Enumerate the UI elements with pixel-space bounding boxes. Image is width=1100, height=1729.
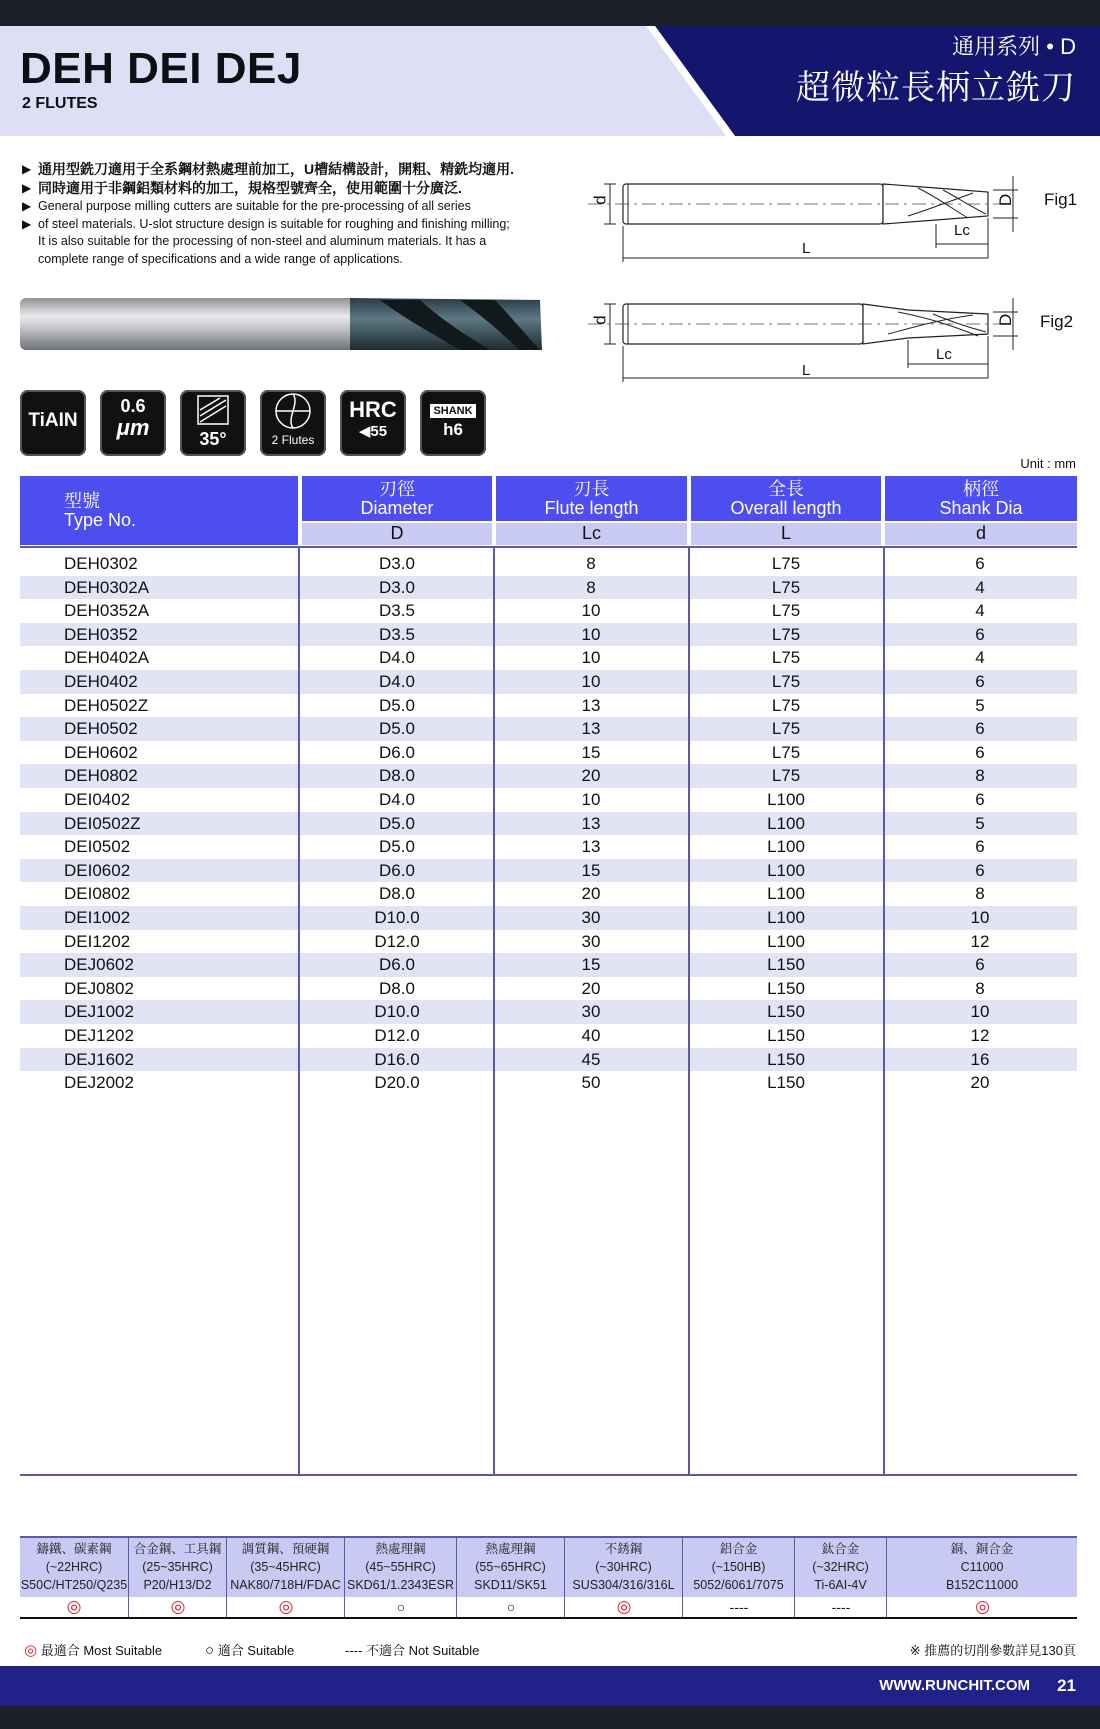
material-name: 熱處理鋼 bbox=[485, 1542, 536, 1556]
legend-suitable: ○ 適合 Suitable bbox=[205, 1642, 295, 1659]
material-header-cell bbox=[226, 1536, 344, 1597]
bottom-dark-bar bbox=[0, 1706, 1100, 1729]
table-row bbox=[20, 741, 1077, 765]
diameter-cell: D16.0 bbox=[374, 1049, 420, 1069]
shank-dia-cell: 6 bbox=[975, 790, 985, 809]
material-grades: P20/H13/D2 bbox=[143, 1578, 212, 1592]
table-row bbox=[20, 694, 1077, 718]
diameter-cell: D4.0 bbox=[379, 790, 415, 809]
shank-dia-cell: 10 bbox=[970, 1002, 990, 1022]
header-sym-Lc: Lc bbox=[496, 523, 687, 545]
fig1-Lc-label: Lc bbox=[954, 222, 970, 239]
material-grades: S50C/HT250/Q235 bbox=[20, 1578, 128, 1592]
overall-length-cell: L75 bbox=[771, 719, 801, 739]
fig1-D-label: D bbox=[996, 193, 1016, 207]
flute-length-cell: 15 bbox=[581, 860, 601, 880]
type-no-cell: DEI1002 bbox=[64, 908, 131, 927]
overall-length-cell: L75 bbox=[771, 742, 801, 762]
table-row bbox=[20, 906, 1077, 930]
material-header-cell bbox=[456, 1536, 564, 1597]
shank-dia-cell: 4 bbox=[975, 577, 985, 597]
material-grades: SUS304/316/316L bbox=[572, 1578, 675, 1592]
table-bottom-rule bbox=[20, 1474, 1077, 1476]
two-flute-icon bbox=[260, 390, 326, 432]
legend-most-suitable: ◎ 最適合 Most Suitable bbox=[24, 1642, 163, 1659]
shank-dia-cell: 10 bbox=[970, 908, 990, 927]
material-hrc: (45~55HRC) bbox=[365, 1560, 436, 1574]
column-divider bbox=[298, 548, 300, 1474]
shank-dia-cell: 5 bbox=[975, 813, 985, 833]
helix-angle-badge: 35° bbox=[180, 390, 246, 456]
material-name: 調質鋼、預硬鋼 bbox=[241, 1542, 330, 1556]
type-no-cell: DEH0402 bbox=[64, 672, 138, 691]
flute-length-cell: 20 bbox=[581, 766, 601, 786]
circle-icon: ○ bbox=[205, 1642, 215, 1659]
diameter-cell: D8.0 bbox=[379, 884, 415, 904]
type-no-cell: DEJ0602 bbox=[64, 955, 134, 975]
material-rating: ---- bbox=[794, 1597, 887, 1617]
material-hrc: (~150HB) bbox=[711, 1560, 766, 1574]
diameter-cell: D20.0 bbox=[374, 1073, 420, 1093]
flute-length-cell: 10 bbox=[581, 648, 601, 668]
legend-not-suitable: ---- 不適合 Not Suitable bbox=[345, 1643, 480, 1658]
diameter-cell: D3.5 bbox=[379, 601, 415, 621]
diameter-cell: D5.0 bbox=[379, 695, 415, 715]
flute-length-cell: 20 bbox=[581, 978, 601, 998]
shank-dia-cell: 6 bbox=[975, 719, 985, 739]
series-name-cn: 超微粒長柄立銑刀 bbox=[796, 69, 1076, 107]
desc-en-line: ▶ of steel materials. U-slot structure design is suitable for roughing and finishing milling; bbox=[22, 216, 510, 231]
fig2-label: Fig2 bbox=[1040, 312, 1074, 331]
shank-dia-cell: 4 bbox=[975, 601, 985, 621]
grain-size-badge: 0.6 μm bbox=[100, 390, 166, 456]
table-row bbox=[20, 1071, 1077, 1095]
type-no-cell: DEI0502 bbox=[64, 837, 131, 857]
flute-length-cell: 10 bbox=[581, 790, 601, 809]
material-rating: ○ bbox=[344, 1597, 457, 1617]
page-title: DEH DEI DEJ bbox=[20, 44, 302, 93]
double-circle-icon: ◎ bbox=[24, 1642, 38, 1659]
material-name: 鈦合金 bbox=[821, 1542, 860, 1556]
material-hrc: (55~65HRC) bbox=[475, 1560, 546, 1574]
end-mill-photo bbox=[20, 292, 550, 358]
flute-length-cell: 30 bbox=[581, 931, 601, 951]
shank-dia-cell: 6 bbox=[975, 860, 985, 880]
page-number: 21 bbox=[1057, 1676, 1076, 1695]
material-name: 熱處理鋼 bbox=[375, 1542, 426, 1556]
flute-length-cell: 30 bbox=[581, 908, 601, 927]
header-sym-d: d bbox=[885, 523, 1077, 545]
table-row bbox=[20, 977, 1077, 1001]
hrc-badge: HRC ◀55 bbox=[340, 390, 406, 456]
diameter-cell: D6.0 bbox=[379, 860, 415, 880]
material-grades: SKD11/SK51 bbox=[474, 1578, 547, 1592]
column-divider bbox=[883, 548, 885, 1474]
flute-length-cell: 10 bbox=[581, 624, 601, 644]
type-no-cell: DEI0502Z bbox=[64, 813, 141, 833]
coating-badge: TiAIN bbox=[20, 390, 86, 456]
type-no-cell: DEI0402 bbox=[64, 790, 131, 809]
diameter-cell: D3.5 bbox=[379, 624, 415, 644]
material-rating: ◎ bbox=[66, 1597, 82, 1616]
desc-en-line: It is also suitable for the processing of non-steel and aluminum materials. It has a bbox=[38, 234, 487, 248]
spec-table bbox=[20, 476, 1077, 1476]
flute-length-cell: 10 bbox=[581, 601, 601, 621]
material-grades: Ti-6AI-4V bbox=[814, 1578, 867, 1592]
flute-length-cell: 45 bbox=[581, 1049, 601, 1069]
top-dark-bar bbox=[0, 0, 1100, 26]
material-hrc: (~32HRC) bbox=[812, 1560, 869, 1574]
material-rating: ◎ bbox=[128, 1597, 227, 1617]
overall-length-cell: L100 bbox=[767, 813, 805, 833]
flute-length-cell: 8 bbox=[586, 554, 596, 573]
material-name: 鋁合金 bbox=[719, 1542, 758, 1556]
overall-length-cell: L150 bbox=[767, 1049, 805, 1069]
flute-length-cell: 13 bbox=[581, 813, 601, 833]
page-subtitle: 2 FLUTES bbox=[22, 95, 98, 112]
shank-dia-cell: 4 bbox=[975, 648, 985, 668]
type-no-cell: DEH0802 bbox=[64, 766, 138, 786]
material-grades: B152C11000 bbox=[945, 1578, 1019, 1592]
table-row bbox=[20, 835, 1077, 859]
diameter-cell: D4.0 bbox=[379, 648, 415, 668]
header-rule bbox=[20, 546, 1077, 548]
desc-cn-line: ▶ 同時適用于非鋼鋁類材料的加工，規格型號齊全，使用範圍十分廣泛. bbox=[22, 180, 462, 196]
description-block bbox=[22, 160, 582, 268]
diameter-cell: D10.0 bbox=[374, 908, 420, 927]
table-row bbox=[20, 882, 1077, 906]
diameter-cell: D12.0 bbox=[374, 931, 420, 951]
material-name: 銅、銅合金 bbox=[950, 1542, 1014, 1556]
overall-length-cell: L100 bbox=[767, 860, 805, 880]
desc-en-line: complete range of specifications and a wide range of applications. bbox=[38, 251, 403, 266]
mat-top-rule bbox=[20, 1536, 1077, 1538]
helix-icon bbox=[180, 390, 246, 426]
material-rating: ◎ bbox=[226, 1597, 345, 1617]
material-header-cell bbox=[886, 1536, 1077, 1597]
header-shank-dia: 柄徑 Shank Dia bbox=[885, 476, 1077, 521]
material-header-cell bbox=[344, 1536, 456, 1597]
overall-length-cell: L75 bbox=[771, 672, 801, 691]
column-divider bbox=[688, 548, 690, 1474]
table-row bbox=[20, 623, 1077, 647]
type-no-cell: DEJ1602 bbox=[64, 1049, 134, 1069]
table-row bbox=[20, 930, 1077, 954]
type-no-cell: DEJ0802 bbox=[64, 978, 134, 998]
diameter-cell: D10.0 bbox=[374, 1002, 420, 1022]
overall-length-cell: L100 bbox=[767, 790, 805, 809]
table-row bbox=[20, 788, 1077, 812]
flute-length-cell: 30 bbox=[581, 1002, 601, 1022]
fig2-Lc-label: Lc bbox=[936, 346, 952, 363]
type-no-cell: DEI1202 bbox=[64, 931, 131, 951]
flutes-badge: 2 Flutes bbox=[260, 390, 326, 456]
shank-dia-cell: 12 bbox=[970, 1026, 990, 1045]
flute-length-cell: 13 bbox=[581, 837, 601, 857]
series-label: 通用系列 • D bbox=[952, 34, 1076, 59]
flute-length-cell: 10 bbox=[581, 672, 601, 691]
dash-icon: ---- bbox=[345, 1643, 363, 1658]
material-suitability-table bbox=[20, 1536, 1077, 1620]
fig1-d-label: d bbox=[590, 195, 610, 205]
desc-en-line: ▶ General purpose milling cutters are suitable for the pre-processing of all series bbox=[22, 199, 471, 213]
flute-length-cell: 40 bbox=[581, 1026, 601, 1045]
overall-length-cell: L100 bbox=[767, 908, 805, 927]
material-header-cell bbox=[128, 1536, 226, 1597]
flute-length-cell: 8 bbox=[586, 577, 596, 597]
fig2-d-label: d bbox=[590, 315, 610, 325]
overall-length-cell: L100 bbox=[767, 884, 805, 904]
overall-length-cell: L75 bbox=[771, 624, 801, 644]
flute-length-cell: 13 bbox=[581, 719, 601, 739]
overall-length-cell: L150 bbox=[767, 1073, 805, 1093]
header-overall-length: 全長 Overall length bbox=[691, 476, 881, 521]
overall-length-cell: L150 bbox=[767, 1002, 805, 1022]
material-header-cell bbox=[20, 1536, 128, 1597]
shank-dia-cell: 6 bbox=[975, 837, 985, 857]
shank-dia-cell: 6 bbox=[975, 624, 985, 644]
flute-length-cell: 13 bbox=[581, 695, 601, 715]
table-row bbox=[20, 717, 1077, 741]
fig2-L-label: L bbox=[802, 362, 811, 379]
overall-length-cell: L75 bbox=[771, 577, 801, 597]
type-no-cell: DEH0402A bbox=[64, 648, 150, 668]
type-no-cell: DEI0802 bbox=[64, 884, 131, 904]
shank-dia-cell: 16 bbox=[970, 1049, 990, 1069]
table-row bbox=[20, 812, 1077, 836]
fig1-L-label: L bbox=[802, 240, 811, 257]
shank-dia-cell: 5 bbox=[975, 695, 985, 715]
desc-cn-line: ▶ 通用型銑刀適用于全系鋼材熱處理前加工，U槽結構設計，開粗、精銑均適用. bbox=[22, 161, 514, 177]
table-row bbox=[20, 576, 1077, 600]
material-hrc: (~30HRC) bbox=[595, 1560, 652, 1574]
type-no-cell: DEH0502 bbox=[64, 719, 138, 739]
type-no-cell: DEH0602 bbox=[64, 742, 138, 762]
material-header-cell bbox=[564, 1536, 682, 1597]
material-grades: NAK80/718H/FDAC bbox=[230, 1578, 341, 1592]
overall-length-cell: L100 bbox=[767, 837, 805, 857]
type-no-cell: DEJ1002 bbox=[64, 1002, 134, 1022]
material-rating: ---- bbox=[682, 1597, 795, 1617]
shank-dia-cell: 6 bbox=[975, 742, 985, 762]
website-link[interactable]: WWW.RUNCHIT.COM bbox=[879, 1677, 1030, 1694]
material-rating: ○ bbox=[456, 1597, 565, 1617]
mat-bottom-rule bbox=[20, 1617, 1077, 1619]
overall-length-cell: L75 bbox=[771, 601, 801, 621]
shank-dia-cell: 6 bbox=[975, 554, 985, 573]
material-name: 鑄鐵、碳素鋼 bbox=[36, 1542, 112, 1556]
type-no-cell: DEJ1202 bbox=[64, 1026, 134, 1045]
material-grades: 5052/6061/7075 bbox=[693, 1578, 784, 1592]
material-rating: ◎ bbox=[886, 1597, 1078, 1617]
header-sym-D: D bbox=[302, 523, 492, 545]
diameter-cell: D4.0 bbox=[379, 672, 415, 691]
unit-label: Unit : mm bbox=[1020, 456, 1076, 471]
diameter-cell: D5.0 bbox=[379, 813, 415, 833]
diameter-cell: D6.0 bbox=[379, 955, 415, 975]
cutting-parameters-note: ※ 推薦的切削參數詳見130頁 bbox=[909, 1643, 1076, 1658]
flute-length-cell: 50 bbox=[581, 1073, 601, 1093]
overall-length-cell: L150 bbox=[767, 978, 805, 998]
flute-length-cell: 20 bbox=[581, 884, 601, 904]
flute-length-cell: 15 bbox=[581, 742, 601, 762]
diameter-cell: D3.0 bbox=[379, 577, 415, 597]
diameter-cell: D3.0 bbox=[379, 554, 415, 573]
table-row bbox=[20, 670, 1077, 694]
diameter-cell: D12.0 bbox=[374, 1026, 420, 1045]
diameter-cell: D8.0 bbox=[379, 978, 415, 998]
material-grades: SKD61/1.2343ESR bbox=[346, 1578, 454, 1592]
shank-dia-cell: 20 bbox=[970, 1073, 990, 1093]
table-row bbox=[20, 764, 1077, 788]
table-row bbox=[20, 1048, 1077, 1072]
diameter-cell: D5.0 bbox=[379, 837, 415, 857]
overall-length-cell: L75 bbox=[771, 648, 801, 668]
fig2-D-label: D bbox=[996, 313, 1016, 327]
table-row bbox=[20, 646, 1077, 670]
flute-length-cell: 15 bbox=[581, 955, 601, 975]
overall-length-cell: L150 bbox=[767, 955, 805, 975]
header-flute-length: 刃長 Flute length bbox=[496, 476, 687, 521]
table-row bbox=[20, 953, 1077, 977]
overall-length-cell: L100 bbox=[767, 931, 805, 951]
fig1-label: Fig1 bbox=[1044, 190, 1078, 209]
overall-length-cell: L75 bbox=[771, 766, 801, 786]
material-hrc: C11000 bbox=[960, 1560, 1004, 1574]
material-hrc: (25~35HRC) bbox=[142, 1560, 213, 1574]
material-header-cell bbox=[682, 1536, 794, 1597]
material-hrc: (35~45HRC) bbox=[250, 1560, 321, 1574]
shank-dia-cell: 12 bbox=[970, 931, 990, 951]
diameter-cell: D5.0 bbox=[379, 719, 415, 739]
material-name: 合金鋼、工具鋼 bbox=[133, 1542, 222, 1556]
overall-length-cell: L150 bbox=[767, 1026, 805, 1045]
shank-dia-cell: 8 bbox=[975, 978, 985, 998]
header-diameter: 刃徑 Diameter bbox=[302, 476, 492, 521]
overall-length-cell: L75 bbox=[771, 554, 801, 573]
header-type-no: 型號 Type No. bbox=[20, 476, 298, 545]
material-hrc: (~22HRC) bbox=[45, 1560, 103, 1574]
diameter-cell: D6.0 bbox=[379, 742, 415, 762]
table-row bbox=[20, 552, 1077, 576]
shank-dia-cell: 6 bbox=[975, 672, 985, 691]
type-no-cell: DEH0302A bbox=[64, 577, 150, 597]
overall-length-cell: L75 bbox=[771, 695, 801, 715]
type-no-cell: DEH0502Z bbox=[64, 695, 149, 715]
table-row bbox=[20, 859, 1077, 883]
type-no-cell: DEH0302 bbox=[64, 554, 138, 573]
material-header-cell bbox=[794, 1536, 886, 1597]
shank-dia-cell: 6 bbox=[975, 955, 985, 975]
material-name: 不銹鋼 bbox=[604, 1542, 643, 1556]
type-no-cell: DEH0352A bbox=[64, 601, 150, 621]
table-row bbox=[20, 1024, 1077, 1048]
column-divider bbox=[493, 548, 495, 1474]
table-row bbox=[20, 1000, 1077, 1024]
type-no-cell: DEI0602 bbox=[64, 860, 131, 880]
type-no-cell: DEH0352 bbox=[64, 624, 138, 644]
shank-dia-cell: 8 bbox=[975, 766, 985, 786]
diameter-cell: D8.0 bbox=[379, 766, 415, 786]
shank-dia-cell: 8 bbox=[975, 884, 985, 904]
header-sym-L: L bbox=[691, 523, 881, 545]
table-row bbox=[20, 599, 1077, 623]
material-rating: ◎ bbox=[564, 1597, 683, 1617]
shank-tolerance-badge: SHANK h6 bbox=[420, 390, 486, 456]
type-no-cell: DEJ2002 bbox=[64, 1073, 134, 1093]
